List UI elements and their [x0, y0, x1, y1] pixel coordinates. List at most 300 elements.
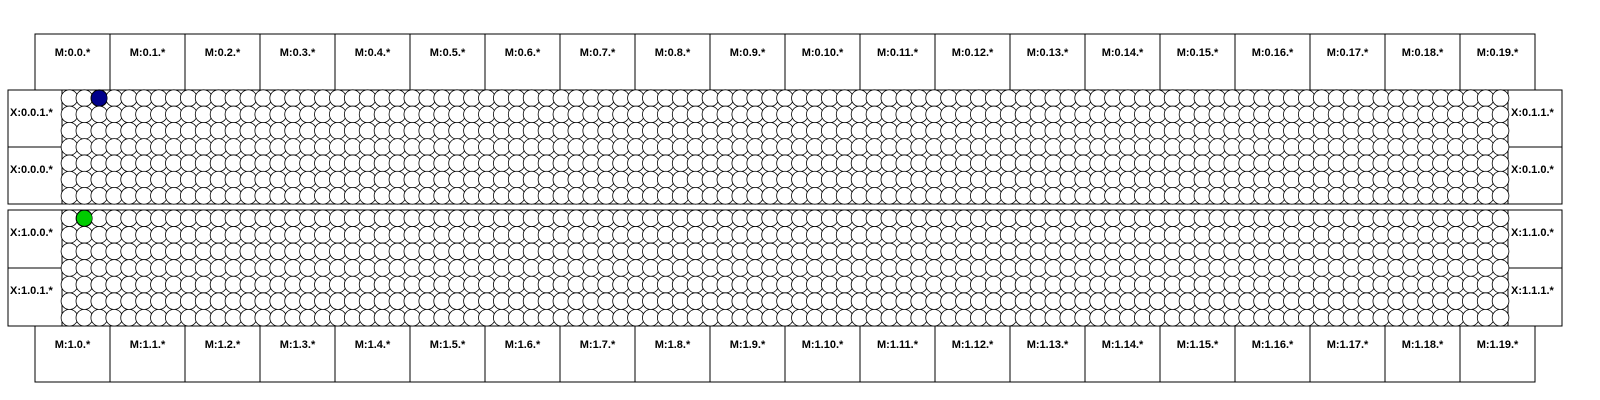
grid-hole — [1015, 227, 1032, 244]
grid-hole — [1254, 155, 1271, 172]
grid-hole — [270, 276, 287, 293]
grid-hole — [1283, 210, 1300, 227]
grid-hole — [613, 260, 630, 277]
grid-hole — [1418, 260, 1435, 277]
grid-hole — [1179, 90, 1196, 107]
grid-hole — [836, 227, 853, 244]
grid-hole — [1134, 227, 1151, 244]
grid-hole — [941, 309, 958, 326]
grid-hole — [165, 243, 182, 260]
grid-hole — [568, 106, 585, 123]
grid-hole — [642, 210, 659, 227]
grid-hole — [1194, 227, 1211, 244]
grid-hole — [851, 227, 868, 244]
grid-hole — [806, 122, 823, 139]
grid-hole — [1447, 106, 1464, 123]
grid-hole — [926, 139, 943, 156]
grid-hole — [255, 260, 272, 277]
bottom-connector-label: M:1.6.* — [504, 339, 541, 351]
grid-hole — [523, 90, 540, 107]
grid-hole — [970, 210, 987, 227]
grid-hole — [165, 210, 182, 227]
grid-hole — [985, 122, 1002, 139]
grid-hole — [1433, 276, 1450, 293]
grid-hole — [165, 260, 182, 277]
grid-hole — [180, 188, 197, 205]
grid-hole — [1030, 155, 1047, 172]
grid-hole — [1358, 243, 1375, 260]
grid-hole — [1015, 188, 1032, 205]
grid-hole — [1433, 188, 1450, 205]
grid-hole — [1090, 106, 1107, 123]
grid-hole — [1149, 106, 1166, 123]
grid-hole — [1179, 227, 1196, 244]
grid-hole — [464, 243, 481, 260]
grid-hole — [329, 122, 346, 139]
top-connector-label: M:0.9.* — [729, 47, 766, 59]
grid-hole — [672, 139, 689, 156]
grid-hole — [672, 276, 689, 293]
grid-hole — [106, 309, 123, 326]
grid-hole — [777, 276, 794, 293]
grid-hole — [1030, 276, 1047, 293]
grid-hole — [1283, 122, 1300, 139]
grid-hole — [1447, 90, 1464, 107]
grid-hole — [1224, 155, 1241, 172]
grid-hole — [702, 293, 719, 310]
grid-hole — [1075, 276, 1092, 293]
grid-hole — [1045, 243, 1062, 260]
grid-hole — [762, 309, 779, 326]
grid-hole — [315, 139, 332, 156]
grid-hole — [240, 155, 257, 172]
grid-hole — [628, 210, 645, 227]
top-connector-label: M:0.17.* — [1326, 47, 1369, 59]
left-connector-3 — [8, 268, 62, 326]
grid-hole — [449, 139, 466, 156]
grid-hole — [881, 276, 898, 293]
grid-hole — [702, 210, 719, 227]
grid-hole — [1477, 276, 1494, 293]
grid-hole — [404, 309, 421, 326]
grid-hole — [866, 188, 883, 205]
grid-hole — [1000, 210, 1017, 227]
grid-hole — [642, 260, 659, 277]
grid-hole — [389, 171, 406, 188]
grid-hole — [1164, 276, 1181, 293]
grid-hole — [315, 188, 332, 205]
grid-hole — [970, 243, 987, 260]
grid-hole — [523, 122, 540, 139]
grid-hole — [866, 139, 883, 156]
grid-hole — [792, 309, 809, 326]
grid-hole — [1358, 171, 1375, 188]
grid-hole — [91, 171, 108, 188]
grid-hole — [315, 171, 332, 188]
grid-hole — [1492, 188, 1509, 205]
grid-hole — [1045, 260, 1062, 277]
grid-hole — [389, 260, 406, 277]
grid-hole — [404, 171, 421, 188]
grid-hole — [449, 90, 466, 107]
grid-hole — [1298, 155, 1315, 172]
grid-hole — [568, 171, 585, 188]
bottom-connector-label: M:1.0.* — [54, 339, 91, 351]
grid-hole — [523, 210, 540, 227]
grid-hole — [1120, 155, 1137, 172]
grid-hole — [1075, 171, 1092, 188]
grid-hole — [493, 122, 510, 139]
grid-hole — [464, 106, 481, 123]
grid-hole — [538, 171, 555, 188]
grid-hole — [91, 227, 108, 244]
grid-hole — [583, 122, 600, 139]
grid-hole — [479, 293, 496, 310]
grid-hole — [91, 293, 108, 310]
grid-hole — [538, 227, 555, 244]
grid-hole — [762, 260, 779, 277]
grid-hole — [359, 106, 376, 123]
grid-hole — [1045, 188, 1062, 205]
grid-hole — [672, 90, 689, 107]
grid-hole — [732, 155, 749, 172]
grid-hole — [806, 155, 823, 172]
grid-hole — [613, 243, 630, 260]
right-connector-label: X:1.1.1.* — [1511, 285, 1554, 297]
grid-hole — [1358, 276, 1375, 293]
grid-hole — [1403, 155, 1420, 172]
grid-hole — [1418, 293, 1435, 310]
grid-hole — [1269, 171, 1286, 188]
grid-hole — [479, 139, 496, 156]
grid-hole — [613, 210, 630, 227]
grid-hole — [1373, 171, 1390, 188]
grid-hole — [464, 139, 481, 156]
grid-hole — [732, 139, 749, 156]
grid-hole — [1075, 188, 1092, 205]
grid-hole — [866, 309, 883, 326]
grid-hole — [1388, 90, 1405, 107]
grid-hole — [1447, 293, 1464, 310]
grid-hole — [732, 227, 749, 244]
grid-hole — [1134, 210, 1151, 227]
grid-hole — [568, 293, 585, 310]
grid-hole — [732, 293, 749, 310]
grid-hole — [1030, 243, 1047, 260]
grid-hole — [1433, 90, 1450, 107]
right-connector-2 — [1508, 210, 1562, 268]
grid-hole — [1090, 155, 1107, 172]
grid-hole — [1343, 171, 1360, 188]
grid-hole — [449, 309, 466, 326]
grid-hole — [1209, 171, 1226, 188]
grid-hole — [1492, 309, 1509, 326]
grid-hole — [151, 171, 168, 188]
grid-hole — [1194, 276, 1211, 293]
bottom-connector-3 — [260, 326, 335, 382]
grid-hole — [806, 90, 823, 107]
grid-hole — [285, 243, 302, 260]
grid-hole — [1373, 188, 1390, 205]
grid-hole — [1090, 243, 1107, 260]
grid-hole — [672, 260, 689, 277]
grid-hole — [1254, 210, 1271, 227]
grid-hole — [1418, 122, 1435, 139]
grid-hole — [956, 139, 973, 156]
grid-hole — [479, 155, 496, 172]
grid-hole — [762, 276, 779, 293]
grid-hole — [106, 227, 123, 244]
grid-hole — [896, 188, 913, 205]
right-connector-label: X:0.1.0.* — [1511, 164, 1554, 176]
top-connector-label: M:0.8.* — [654, 47, 691, 59]
grid-hole — [329, 90, 346, 107]
grid-hole — [151, 227, 168, 244]
grid-hole — [1120, 188, 1137, 205]
grid-hole — [315, 106, 332, 123]
grid-hole — [985, 227, 1002, 244]
grid-hole — [464, 293, 481, 310]
grid-hole — [1090, 122, 1107, 139]
grid-hole — [151, 122, 168, 139]
bottom-connector-0 — [35, 326, 110, 382]
grid-hole — [836, 309, 853, 326]
grid-hole — [1105, 171, 1122, 188]
grid-hole — [165, 139, 182, 156]
grid-hole — [300, 276, 317, 293]
grid-hole — [76, 243, 93, 260]
grid-hole — [881, 106, 898, 123]
grid-hole — [717, 293, 734, 310]
grid-hole — [1492, 139, 1509, 156]
grid-hole — [732, 260, 749, 277]
top-connector-19 — [1460, 34, 1535, 90]
grid-hole — [106, 210, 123, 227]
grid-hole — [61, 171, 78, 188]
grid-hole — [1060, 90, 1077, 107]
top-connector-1 — [110, 34, 185, 90]
grid-hole — [136, 243, 153, 260]
grid-hole — [985, 139, 1002, 156]
grid-hole — [523, 260, 540, 277]
grid-hole — [1433, 227, 1450, 244]
grid-hole — [1328, 309, 1345, 326]
grid-hole — [1254, 293, 1271, 310]
grid-hole — [151, 90, 168, 107]
grid-hole — [628, 90, 645, 107]
grid-hole — [1313, 171, 1330, 188]
bottom-connector-4 — [335, 326, 410, 382]
grid-hole — [195, 243, 212, 260]
grid-hole — [1492, 276, 1509, 293]
grid-hole — [508, 293, 525, 310]
grid-hole — [1060, 293, 1077, 310]
grid-hole — [732, 210, 749, 227]
grid-hole — [1298, 276, 1315, 293]
grid-hole — [1269, 90, 1286, 107]
grid-hole — [1000, 276, 1017, 293]
grid-hole — [419, 171, 436, 188]
grid-hole — [926, 106, 943, 123]
grid-hole — [717, 106, 734, 123]
grid-hole — [1209, 276, 1226, 293]
grid-hole — [225, 293, 242, 310]
grid-hole — [449, 106, 466, 123]
grid-hole — [1403, 309, 1420, 326]
grid-hole — [747, 106, 764, 123]
grid-hole — [1209, 309, 1226, 326]
grid-hole — [1239, 260, 1256, 277]
grid-hole — [792, 210, 809, 227]
grid-hole — [1313, 139, 1330, 156]
grid-hole — [717, 155, 734, 172]
grid-hole — [747, 210, 764, 227]
grid-hole — [1462, 276, 1479, 293]
grid-hole — [1120, 122, 1137, 139]
grid-hole — [359, 171, 376, 188]
grid-hole — [1045, 106, 1062, 123]
grid-hole — [1179, 243, 1196, 260]
grid-hole — [1269, 139, 1286, 156]
grid-hole — [792, 139, 809, 156]
grid-hole — [404, 139, 421, 156]
grid-hole — [598, 260, 615, 277]
grid-hole — [926, 243, 943, 260]
bottom-connector-label: M:1.2.* — [204, 339, 241, 351]
grid-hole — [806, 106, 823, 123]
grid-hole — [717, 171, 734, 188]
grid-hole — [836, 155, 853, 172]
grid-hole — [970, 122, 987, 139]
grid-hole — [1224, 188, 1241, 205]
grid-hole — [1373, 276, 1390, 293]
grid-hole — [836, 171, 853, 188]
left-connector-0 — [8, 90, 62, 147]
grid-hole — [106, 276, 123, 293]
grid-hole — [1328, 139, 1345, 156]
bottom-connector-1 — [110, 326, 185, 382]
top-connector-15 — [1160, 34, 1235, 90]
grid-hole — [1298, 122, 1315, 139]
grid-hole — [225, 210, 242, 227]
grid-hole — [1403, 139, 1420, 156]
grid-hole — [434, 210, 451, 227]
grid-hole — [240, 260, 257, 277]
grid-hole — [1030, 188, 1047, 205]
grid-hole — [1105, 293, 1122, 310]
grid-hole — [881, 155, 898, 172]
grid-hole — [1209, 106, 1226, 123]
grid-hole — [672, 188, 689, 205]
grid-hole — [896, 106, 913, 123]
grid-hole — [479, 210, 496, 227]
grid-hole — [1462, 309, 1479, 326]
grid-hole — [493, 260, 510, 277]
grid-hole — [165, 188, 182, 205]
grid-hole — [121, 155, 138, 172]
bottom-connector-6 — [485, 326, 560, 382]
grid-hole — [225, 188, 242, 205]
grid-hole — [479, 188, 496, 205]
grid-hole — [300, 139, 317, 156]
grid-hole — [1343, 106, 1360, 123]
grid-hole — [598, 188, 615, 205]
top-connector-label: M:0.16.* — [1251, 47, 1294, 59]
grid-hole — [1388, 210, 1405, 227]
grid-hole — [792, 243, 809, 260]
grid-hole — [195, 260, 212, 277]
grid-hole — [1298, 210, 1315, 227]
grid-hole — [1120, 276, 1137, 293]
grid-hole — [404, 210, 421, 227]
grid-hole — [1194, 243, 1211, 260]
grid-hole — [404, 243, 421, 260]
grid-hole — [121, 293, 138, 310]
grid-hole — [702, 260, 719, 277]
grid-hole — [1134, 139, 1151, 156]
grid-hole — [285, 122, 302, 139]
grid-hole — [1060, 227, 1077, 244]
grid-hole — [61, 309, 78, 326]
grid-hole — [941, 106, 958, 123]
grid-hole — [1462, 243, 1479, 260]
grid-hole — [926, 227, 943, 244]
grid-hole — [1030, 309, 1047, 326]
grid-hole — [598, 293, 615, 310]
grid-hole — [702, 155, 719, 172]
grid-hole — [985, 293, 1002, 310]
bottom-connector-16 — [1235, 326, 1310, 382]
green-marker — [76, 210, 92, 226]
grid-hole — [1254, 122, 1271, 139]
grid-hole — [1149, 309, 1166, 326]
grid-hole — [255, 243, 272, 260]
bottom-connector-label: M:1.14.* — [1101, 339, 1144, 351]
grid-hole — [956, 227, 973, 244]
grid-hole — [493, 106, 510, 123]
grid-hole — [508, 90, 525, 107]
grid-hole — [1388, 106, 1405, 123]
grid-hole — [76, 106, 93, 123]
grid-hole — [1224, 122, 1241, 139]
grid-hole — [1477, 155, 1494, 172]
grid-hole — [76, 227, 93, 244]
grid-hole — [315, 276, 332, 293]
grid-hole — [374, 122, 391, 139]
top-connector-label: M:0.14.* — [1101, 47, 1144, 59]
grid-hole — [851, 188, 868, 205]
grid-hole — [1209, 139, 1226, 156]
grid-hole — [315, 90, 332, 107]
grid-hole — [1105, 122, 1122, 139]
grid-hole — [76, 260, 93, 277]
grid-hole — [1462, 210, 1479, 227]
grid-hole — [941, 188, 958, 205]
grid-hole — [300, 106, 317, 123]
grid-hole — [1000, 293, 1017, 310]
grid-hole — [359, 155, 376, 172]
grid-hole — [210, 188, 227, 205]
grid-hole — [1254, 243, 1271, 260]
grid-hole — [1254, 106, 1271, 123]
grid-hole — [881, 188, 898, 205]
grid-hole — [1283, 90, 1300, 107]
grid-hole — [911, 106, 928, 123]
grid-hole — [866, 227, 883, 244]
grid-hole — [195, 155, 212, 172]
grid-hole — [657, 276, 674, 293]
right-connector-label: X:0.1.1.* — [1511, 107, 1554, 119]
